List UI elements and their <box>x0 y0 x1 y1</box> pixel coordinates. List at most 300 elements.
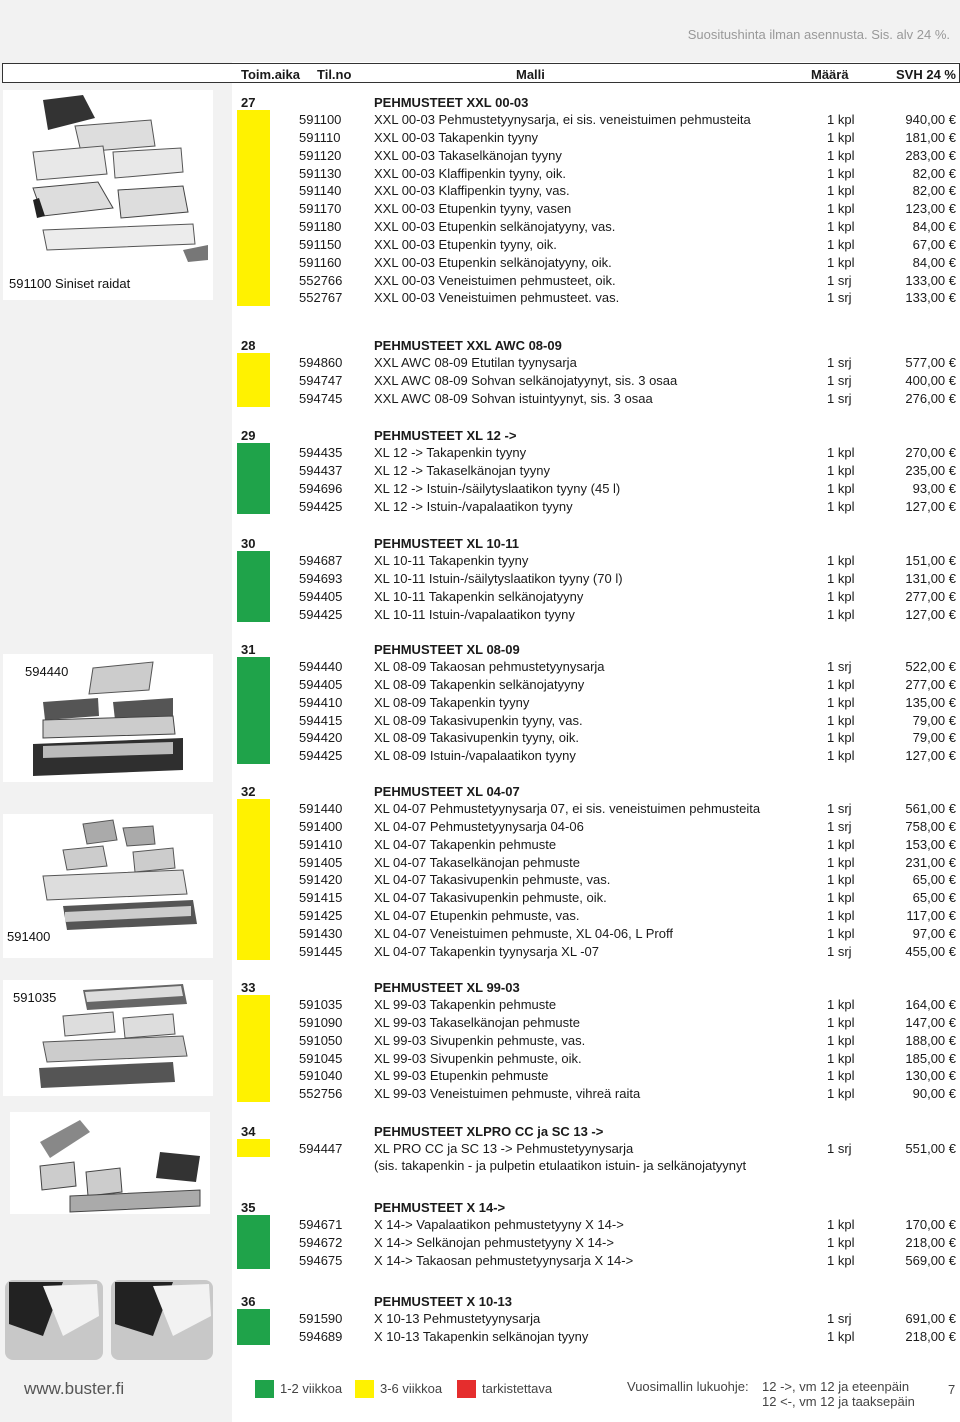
quantity: 1 kpl <box>827 1014 855 1030</box>
section-note: (sis. takapenkin - ja pulpetin etulaatikon istuin- ja selkänojatyynyt <box>374 1157 747 1173</box>
table-row <box>232 199 960 217</box>
table-row <box>232 497 960 515</box>
delivery-status-swatch <box>237 1251 270 1269</box>
year-guide-label: Vuosimallin lukuohje: <box>627 1379 749 1394</box>
product-description: XL 04-07 Veneistuimen pehmuste, XL 04-06, L Proff <box>374 925 673 941</box>
quantity: 1 kpl <box>827 165 855 181</box>
table-row <box>232 1215 960 1233</box>
col-maara: Määrä <box>811 67 849 82</box>
section-header <box>232 1120 960 1139</box>
product-code: 591590 <box>299 1311 343 1326</box>
table-row <box>232 1139 960 1157</box>
table-row <box>232 1233 960 1251</box>
delivery-status-swatch <box>237 146 270 164</box>
product-description: XL 04-07 Pehmustetyynysarja 07, ei sis. veneistuimen pehmusteita <box>374 801 761 816</box>
quantity: 1 kpl <box>827 147 855 163</box>
product-description: XXL 00-03 Takapenkin tyyny <box>374 129 539 145</box>
product-description: XL 04-07 Takapenkin tyynysarja XL -07 <box>374 943 599 959</box>
product-code: 591035 <box>299 997 343 1012</box>
price: 123,00 € <box>905 201 956 217</box>
product-description: XL 12 -> Takapenkin tyyny <box>374 445 527 460</box>
product-description: XL 04-07 Etupenkin pehmuste, vas. <box>374 908 580 924</box>
quantity: 1 kpl <box>827 129 855 145</box>
table-row <box>232 1049 960 1067</box>
product-description: XXL 00-03 Etupenkin selkänojatyyny, vas. <box>374 219 616 235</box>
product-image-591400 <box>3 814 213 958</box>
delivery-status-swatch <box>237 253 270 271</box>
top-header-band <box>232 0 960 62</box>
section-36 <box>232 1290 960 1345</box>
product-description: XXL AWC 08-09 Etutilan tyynysarja <box>374 355 577 370</box>
section-header <box>232 424 960 443</box>
price: 522,00 € <box>905 659 956 674</box>
section-title: PEHMUSTEET XXL AWC 08-09 <box>374 338 562 353</box>
quantity: 1 srj <box>827 390 852 406</box>
section-header <box>232 638 960 657</box>
table-row <box>232 1327 960 1345</box>
table-row <box>232 605 960 623</box>
quantity: 1 srj <box>827 1311 852 1326</box>
col-malli: Malli <box>516 67 545 82</box>
table-row <box>232 817 960 835</box>
delivery-status-swatch <box>237 217 270 235</box>
product-code: 591445 <box>299 943 343 959</box>
delivery-status-swatch <box>237 853 270 871</box>
section-30 <box>232 532 960 622</box>
section-33 <box>232 976 960 1102</box>
product-description: XL 99-03 Veneistuimen pehmuste, vihreä raita <box>374 1086 641 1102</box>
section-number: 27 <box>241 95 256 110</box>
price: 235,00 € <box>905 462 956 478</box>
product-description: XL 10-11 Takapenkin tyyny <box>374 553 529 568</box>
year-guide-forward: 12 ->, vm 12 ja eteenpäin <box>762 1379 910 1394</box>
table-row <box>232 164 960 182</box>
product-description: XL 12 -> Istuin-/vapalaatikon tyyny <box>374 498 573 514</box>
legend-yellow-label: 3-6 viikkoa <box>380 1381 443 1396</box>
price: 940,00 € <box>905 112 956 127</box>
quantity: 1 kpl <box>827 854 855 870</box>
quantity: 1 srj <box>827 659 852 674</box>
product-code: 591110 <box>299 129 341 145</box>
product-description: XL 08-09 Takapenkin selkänojatyyny <box>374 676 585 692</box>
price: 82,00 € <box>912 183 956 199</box>
delivery-status-swatch <box>237 693 270 711</box>
price: 117,00 € <box>906 908 956 924</box>
quantity: 1 kpl <box>827 1050 855 1066</box>
quantity: 1 kpl <box>827 254 855 270</box>
price: 277,00 € <box>905 676 956 692</box>
price: 758,00 € <box>905 818 956 834</box>
table-header-row <box>2 63 960 83</box>
section-title: PEHMUSTEET XXL 00-03 <box>374 95 529 110</box>
product-description: XL 12 -> Takaselkänojan tyyny <box>374 462 550 478</box>
section-34 <box>232 1120 960 1175</box>
delivery-status-swatch <box>237 817 270 835</box>
price: 133,00 € <box>905 290 956 306</box>
product-description: XL 12 -> Istuin-/säilytyslaatikon tyyny (45 l) <box>374 480 621 496</box>
quantity: 1 kpl <box>827 1328 855 1344</box>
price: 82,00 € <box>912 165 956 181</box>
table-row <box>232 371 960 389</box>
product-description: X 14-> Selkänojan pehmustetyyny X 14-> <box>374 1234 614 1250</box>
section-header <box>232 780 960 799</box>
col-svh: SVH 24 % <box>896 67 956 82</box>
product-code: 594687 <box>299 553 343 568</box>
quantity: 1 kpl <box>827 112 855 127</box>
legend-yellow-swatch <box>355 1380 374 1398</box>
quantity: 1 kpl <box>827 730 855 746</box>
price: 147,00 € <box>905 1014 956 1030</box>
quantity: 1 kpl <box>827 588 855 604</box>
quantity: 1 kpl <box>827 201 855 217</box>
price: 153,00 € <box>905 836 956 852</box>
table-row <box>232 235 960 253</box>
delivery-status-swatch <box>237 271 270 289</box>
table-row <box>232 128 960 146</box>
delivery-status-swatch <box>237 906 270 924</box>
product-code: 594693 <box>299 570 343 586</box>
product-image-591590 <box>3 1276 215 1366</box>
product-code: 594415 <box>299 712 343 728</box>
table-row <box>232 888 960 906</box>
quantity: 1 srj <box>827 1141 852 1156</box>
delivery-status-swatch <box>237 675 270 693</box>
product-code: 591150 <box>299 236 342 252</box>
section-title: PEHMUSTEET XL 12 -> <box>374 428 517 443</box>
quantity: 1 kpl <box>827 1086 855 1102</box>
delivery-status-swatch <box>237 924 270 942</box>
product-description: X 14-> Takaosan pehmustetyynysarja X 14-> <box>374 1252 634 1268</box>
section-header <box>232 976 960 995</box>
quantity: 1 kpl <box>827 836 855 852</box>
delivery-status-swatch <box>237 443 270 461</box>
delivery-status-swatch <box>237 799 270 817</box>
delivery-status-swatch <box>237 288 270 306</box>
table-row <box>232 569 960 587</box>
quantity: 1 kpl <box>827 872 855 888</box>
product-code: 552756 <box>299 1086 343 1102</box>
delivery-status-swatch <box>237 1049 270 1067</box>
quantity: 1 kpl <box>827 219 855 235</box>
product-description: X 14-> Vapalaatikon pehmustetyyny X 14-> <box>374 1217 624 1232</box>
product-description: XL 08-09 Takaosan pehmustetyynysarja <box>374 659 605 674</box>
product-description: XL 08-09 Takasivupenkin tyyny, oik. <box>374 730 579 746</box>
delivery-status-swatch <box>237 888 270 906</box>
table-row <box>232 728 960 746</box>
table-row <box>232 217 960 235</box>
table-row <box>232 479 960 497</box>
price: 93,00 € <box>912 480 956 496</box>
table-row <box>232 995 960 1013</box>
price: 276,00 € <box>905 390 956 406</box>
section-header <box>232 1290 960 1309</box>
section-number: 32 <box>241 784 256 799</box>
delivery-status-swatch <box>237 181 270 199</box>
price: 569,00 € <box>905 1252 956 1268</box>
product-description: XL 04-07 Takaselkänojan pehmuste <box>374 854 580 870</box>
section-header <box>232 91 960 110</box>
table-row <box>232 110 960 128</box>
table-row <box>232 853 960 871</box>
product-description: XL 04-07 Takapenkin pehmuste <box>374 836 557 852</box>
quantity: 1 srj <box>827 272 852 288</box>
delivery-status-swatch <box>237 746 270 764</box>
price: 283,00 € <box>905 147 956 163</box>
product-description: XL PRO CC ja SC 13 -> Pehmustetyynysarja <box>374 1141 634 1156</box>
product-image-594440 <box>3 654 213 782</box>
quantity: 1 srj <box>827 355 852 370</box>
delivery-status-swatch <box>237 164 270 182</box>
price: 277,00 € <box>905 588 956 604</box>
delivery-status-swatch <box>237 1233 270 1251</box>
footer <box>0 1370 960 1410</box>
price: 551,00 € <box>905 1141 956 1156</box>
product-description: XL 99-03 Sivupenkin pehmuste, vas. <box>374 1032 586 1048</box>
product-code: 591440 <box>299 801 343 816</box>
delivery-status-swatch <box>237 461 270 479</box>
product-code: 594425 <box>299 748 343 764</box>
section-header <box>232 1196 960 1215</box>
image-caption: 591100 Siniset raidat <box>9 276 131 291</box>
product-code: 591090 <box>299 1014 343 1030</box>
price: 67,00 € <box>912 236 956 252</box>
table-row <box>232 870 960 888</box>
price: 90,00 € <box>912 1086 956 1102</box>
section-number: 31 <box>241 642 256 657</box>
table-row <box>232 924 960 942</box>
product-code: 594672 <box>299 1234 343 1250</box>
price: 185,00 € <box>905 1050 956 1066</box>
product-code: 591430 <box>299 925 343 941</box>
delivery-status-swatch <box>237 1031 270 1049</box>
price: 79,00 € <box>912 730 956 746</box>
section-header <box>232 334 960 353</box>
section-title: PEHMUSTEET XLPRO CC ja SC 13 -> <box>374 1124 604 1139</box>
product-code: 591130 <box>299 165 342 181</box>
product-code: 594425 <box>299 498 343 514</box>
section-number: 33 <box>241 980 256 995</box>
product-code: 591140 <box>299 183 342 199</box>
price: 135,00 € <box>905 694 956 710</box>
table-row <box>232 746 960 764</box>
section-28 <box>232 334 960 407</box>
price: 84,00 € <box>912 254 956 270</box>
price: 691,00 € <box>905 1311 956 1326</box>
product-description: XL 99-03 Sivupenkin pehmuste, oik. <box>374 1050 582 1066</box>
product-image-591100 <box>3 90 213 300</box>
delivery-status-swatch <box>237 587 270 605</box>
product-code: 591160 <box>299 254 342 270</box>
product-code: 594696 <box>299 480 343 496</box>
table-row <box>232 711 960 729</box>
product-description: XXL AWC 08-09 Sohvan selkänojatyynyt, sis. 3 osaa <box>374 372 678 388</box>
product-description: XXL AWC 08-09 Sohvan istuintyynyt, sis. 3 osaa <box>374 390 653 406</box>
product-description: XL 10-11 Takapenkin selkänojatyyny <box>374 588 584 604</box>
price: 65,00 € <box>912 890 956 906</box>
table-row <box>232 675 960 693</box>
section-number: 28 <box>241 338 256 353</box>
delivery-status-swatch <box>237 199 270 217</box>
price: 127,00 € <box>905 606 956 622</box>
table-row <box>232 1066 960 1084</box>
product-description: XL 10-11 Istuin-/vapalaatikon tyyny <box>374 606 575 622</box>
col-toim: Toim.aika <box>241 67 301 82</box>
product-description: XXL 00-03 Etupenkin selkänojatyyny, oik. <box>374 254 612 270</box>
product-code: 594860 <box>299 355 343 370</box>
quantity: 1 kpl <box>827 676 855 692</box>
table-row <box>232 353 960 371</box>
section-number: 34 <box>241 1124 256 1139</box>
quantity: 1 srj <box>827 372 852 388</box>
section-27 <box>232 91 960 306</box>
delivery-status-swatch <box>237 551 270 569</box>
product-code: 594689 <box>299 1328 343 1344</box>
product-code: 591100 <box>299 112 342 127</box>
product-description: XXL 00-03 Etupenkin tyyny, oik. <box>374 236 557 252</box>
price: 270,00 € <box>905 445 956 460</box>
section-title: PEHMUSTEET X 14-> <box>374 1200 506 1215</box>
product-description: XL 99-03 Takaselkänojan pehmuste <box>374 1014 580 1030</box>
quantity: 1 kpl <box>827 480 855 496</box>
table-row <box>232 253 960 271</box>
quantity: 1 kpl <box>827 553 855 568</box>
section-number: 36 <box>241 1294 256 1309</box>
quantity: 1 kpl <box>827 183 855 199</box>
table-row <box>232 1309 960 1327</box>
price: 151,00 € <box>905 553 956 568</box>
product-description: XXL 00-03 Veneistuimen pehmusteet. vas. <box>374 290 620 306</box>
delivery-status-swatch <box>237 1327 270 1345</box>
delivery-status-swatch <box>237 389 270 407</box>
delivery-status-swatch <box>237 1084 270 1102</box>
delivery-status-swatch <box>237 835 270 853</box>
product-code: 594447 <box>299 1141 343 1156</box>
table-row <box>232 587 960 605</box>
product-image-591035 <box>3 980 213 1096</box>
section-title: PEHMUSTEET XL 04-07 <box>374 784 520 799</box>
product-code: 591040 <box>299 1068 343 1084</box>
website[interactable]: www.buster.fi <box>24 1379 125 1398</box>
product-description: XXL 00-03 Takaselkänojan tyyny <box>374 147 562 163</box>
table-row <box>232 1013 960 1031</box>
year-guide-backward: 12 <-, vm 12 ja taaksepäin <box>762 1394 915 1409</box>
product-description: X 10-13 Takapenkin selkänojan tyyny <box>374 1328 589 1344</box>
quantity: 1 kpl <box>827 1068 855 1084</box>
quantity: 1 kpl <box>827 694 855 710</box>
product-code: 591180 <box>299 219 342 235</box>
delivery-status-swatch <box>237 569 270 587</box>
quantity: 1 kpl <box>827 236 855 252</box>
product-code: 552767 <box>299 290 343 306</box>
table-row <box>232 389 960 407</box>
price: 130,00 € <box>905 1068 956 1084</box>
product-code: 594435 <box>299 445 343 460</box>
section-number: 35 <box>241 1200 256 1215</box>
product-code: 591415 <box>299 890 343 906</box>
table-row <box>232 146 960 164</box>
delivery-status-swatch <box>237 711 270 729</box>
table-row <box>232 551 960 569</box>
section-29 <box>232 424 960 514</box>
product-code: 594440 <box>299 659 343 674</box>
delivery-status-swatch <box>237 942 270 960</box>
price: 455,00 € <box>905 943 956 959</box>
delivery-status-swatch <box>237 870 270 888</box>
quantity: 1 kpl <box>827 606 855 622</box>
quantity: 1 kpl <box>827 890 855 906</box>
delivery-status-swatch <box>237 1215 270 1233</box>
legend-green-swatch <box>255 1380 274 1398</box>
section-title: PEHMUSTEET X 10-13 <box>374 1294 512 1309</box>
product-description: XXL 00-03 Veneistuimen pehmusteet, oik. <box>374 272 616 288</box>
product-code: 591120 <box>299 147 342 163</box>
delivery-status-swatch <box>237 1066 270 1084</box>
quantity: 1 kpl <box>827 1252 855 1268</box>
cushion-set-illustration <box>10 1112 210 1214</box>
price: 170,00 € <box>905 1217 956 1232</box>
price: 127,00 € <box>905 498 956 514</box>
section-32 <box>232 780 960 960</box>
delivery-status-swatch <box>237 1309 270 1327</box>
product-code: 591405 <box>299 854 343 870</box>
price: 79,00 € <box>912 712 956 728</box>
product-code: 594405 <box>299 676 343 692</box>
delivery-status-swatch <box>237 371 270 389</box>
product-description: XXL 00-03 Pehmustetyynysarja, ei sis. veneistuimen pehmusteita <box>374 112 751 127</box>
price: 65,00 € <box>912 872 956 888</box>
price: 188,00 € <box>905 1032 956 1048</box>
product-code: 594425 <box>299 606 343 622</box>
price: 400,00 € <box>905 372 956 388</box>
product-description: XXL 00-03 Klaffipenkin tyyny, oik. <box>374 165 566 181</box>
delivery-status-swatch <box>237 995 270 1013</box>
image-caption: 591400 <box>7 929 51 944</box>
cushion-set-illustration <box>3 90 213 300</box>
cushion-pair-illustration <box>3 1276 215 1366</box>
table-row <box>232 181 960 199</box>
legend-red-label: tarkistettava <box>482 1381 553 1396</box>
delivery-status-swatch <box>237 110 270 128</box>
table-row <box>232 693 960 711</box>
delivery-status-swatch <box>237 235 270 253</box>
price: 577,00 € <box>905 355 956 370</box>
price: 561,00 € <box>905 801 956 816</box>
quantity: 1 kpl <box>827 1217 855 1232</box>
product-description: XL 04-07 Takasivupenkin pehmuste, vas. <box>374 872 611 888</box>
section-number: 29 <box>241 428 256 443</box>
price: 231,00 € <box>905 854 956 870</box>
product-description: XL 10-11 Istuin-/säilytyslaatikon tyyny (70 l) <box>374 570 623 586</box>
quantity: 1 kpl <box>827 925 855 941</box>
price: 218,00 € <box>905 1328 956 1344</box>
quantity: 1 kpl <box>827 462 855 478</box>
product-code: 591410 <box>299 836 343 852</box>
price: 218,00 € <box>905 1234 956 1250</box>
image-caption: 594440 <box>25 664 69 679</box>
product-code: 594405 <box>299 588 343 604</box>
price: 164,00 € <box>905 997 956 1012</box>
quantity: 1 kpl <box>827 1032 855 1048</box>
product-code: 591425 <box>299 908 343 924</box>
product-code: 594437 <box>299 462 343 478</box>
product-code: 594747 <box>299 372 343 388</box>
product-code: 594410 <box>299 694 343 710</box>
product-description: XL 04-07 Takasivupenkin pehmuste, oik. <box>374 890 607 906</box>
legend-green-label: 1-2 viikkoa <box>280 1381 343 1396</box>
table-row <box>232 657 960 675</box>
product-code: 594745 <box>299 390 343 406</box>
col-til: Til.no <box>317 67 352 82</box>
